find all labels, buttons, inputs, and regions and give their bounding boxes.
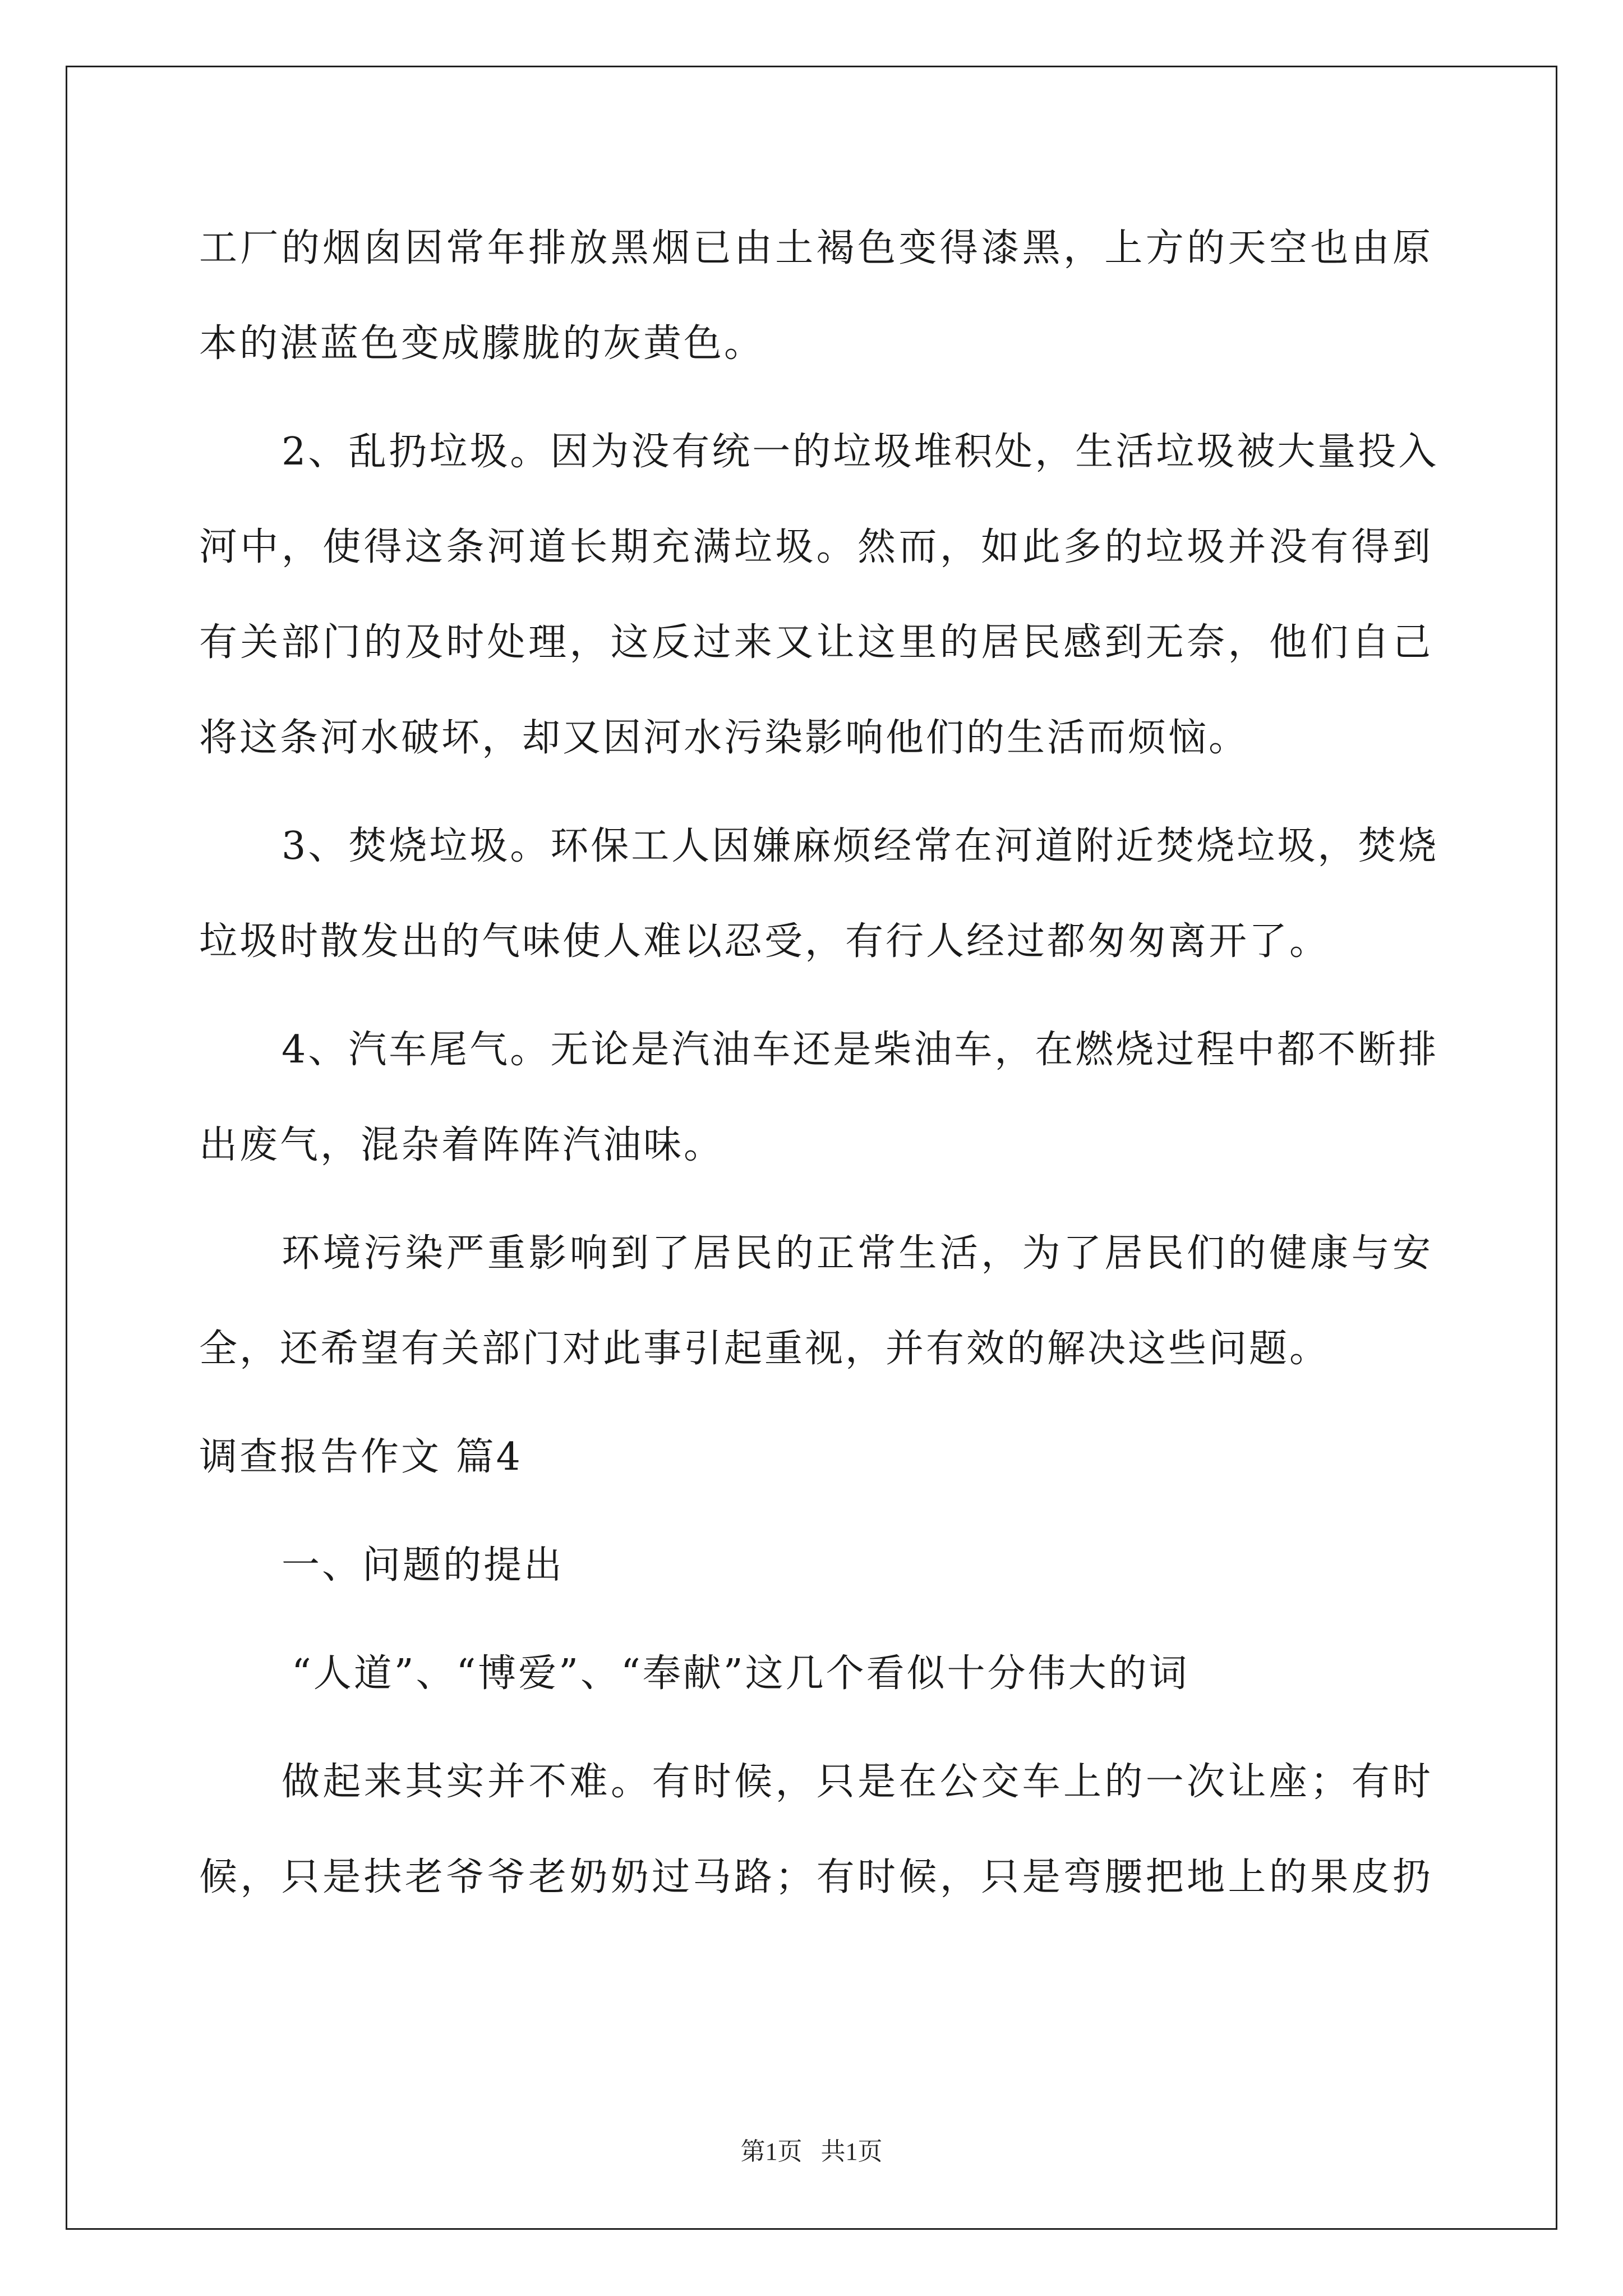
- subsection-heading: 一、问题的提出: [282, 1543, 565, 1588]
- paragraph-line: 4、汽车尾气。无论是汽油车还是柴油车，在燃烧过程中都不断排: [282, 1028, 1439, 1072]
- paragraph-line: 有关部门的及时处理，这反过来又让这里的居民感到无奈，他们自己: [199, 620, 1433, 665]
- paragraph-line: 出废气，混杂着阵阵汽油味。: [199, 1123, 725, 1167]
- paragraph-line: 将这条河水破坏，却又因河水污染影响他们的生活而烦恼。: [199, 716, 1249, 760]
- paragraph-line: 2、乱扔垃圾。因为没有统一的垃圾堆积处，生活垃圾被大量投入: [282, 430, 1439, 474]
- paragraph-line: “人道”、“博爱”、“奉献”这几个看似十分伟大的词: [292, 1651, 1189, 1696]
- paragraph-line: 垃圾时散发出的气味使人难以忍受，有行人经过都匆匆离开了。: [199, 919, 1330, 964]
- paragraph-line: 本的湛蓝色变成朦胧的灰黄色。: [199, 321, 765, 366]
- paragraph-line: 环境污染严重影响到了居民的正常生活，为了居民们的健康与安: [282, 1231, 1433, 1276]
- paragraph-line: 3、焚烧垃圾。环保工人因嫌麻烦经常在河道附近焚烧垃圾，焚烧: [282, 824, 1439, 868]
- page-number: 第1页 共1页: [740, 2138, 883, 2165]
- paragraph-line: 做起来其实并不难。有时候，只是在公交车上的一次让座；有时: [282, 1760, 1433, 1804]
- paragraph-line: 河中，使得这条河道长期充满垃圾。然而，如此多的垃圾并没有得到: [199, 525, 1433, 569]
- section-heading: 调查报告作文 篇4: [199, 1435, 523, 1479]
- paragraph-line: 候，只是扶老爷爷老奶奶过马路；有时候，只是弯腰把地上的果皮扔: [199, 1855, 1433, 1899]
- paragraph-line: 全，还希望有关部门对此事引起重视，并有效的解决这些问题。: [199, 1327, 1330, 1371]
- paragraph-line: 工厂的烟囱因常年排放黑烟已由土褐色变得漆黑，上方的天空也由原: [199, 226, 1433, 270]
